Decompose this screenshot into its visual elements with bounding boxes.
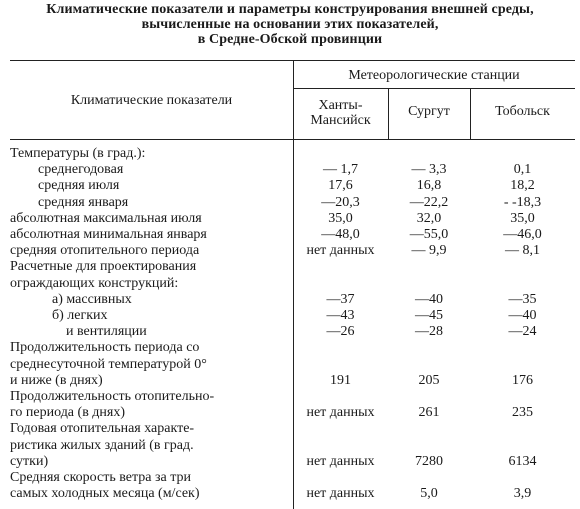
row-value-tobolsk: 235 bbox=[512, 405, 533, 421]
row-value-tobolsk: —46,0 bbox=[503, 227, 542, 242]
row-label: ристика жилых зданий (в град. bbox=[10, 437, 194, 453]
row-value-surgut: —28 bbox=[415, 324, 443, 340]
station-header-tobolsk: Тобольск bbox=[495, 104, 550, 119]
stations-group-header: Метеорологические станции bbox=[348, 68, 520, 83]
row-value-surgut: 16,8 bbox=[416, 178, 442, 194]
row-value-khanty-mansiysk: —48,0 bbox=[321, 227, 360, 242]
row-value-surgut: — 3,3 bbox=[411, 162, 447, 178]
title-line-1: Климатические показатели и параметры конструирования внешней среды, bbox=[46, 2, 534, 17]
row-label: абсолютная минимальная января bbox=[10, 227, 207, 242]
row-value-tobolsk: 18,2 bbox=[510, 178, 535, 194]
row-value-surgut: —55,0 bbox=[409, 227, 449, 242]
row-value-khanty-mansiysk: 17,6 bbox=[328, 178, 353, 194]
row-label: б) легких bbox=[52, 308, 108, 323]
row-label: средняя отопительного периода bbox=[10, 243, 200, 259]
row-label: и ниже (в днях) bbox=[10, 372, 103, 388]
row-label: ограждающих конструкций: bbox=[10, 275, 179, 291]
row-value-khanty-mansiysk: —37 bbox=[326, 291, 355, 307]
row-value-surgut: 32,0 bbox=[416, 210, 442, 226]
row-label: средняя июля bbox=[38, 178, 120, 194]
row-value-tobolsk: 176 bbox=[512, 372, 533, 388]
row-label: среднегодовая bbox=[38, 162, 124, 178]
row-label: самых холодных месяца (м/сек) bbox=[10, 486, 200, 502]
row-value-tobolsk: 6134 bbox=[508, 453, 537, 469]
table-title bbox=[0, 2, 580, 47]
row-label: средняя января bbox=[38, 194, 129, 210]
row-value-surgut: —45 bbox=[415, 308, 443, 323]
row-value-tobolsk: 0,1 bbox=[513, 162, 532, 178]
row-value-surgut: — 9,9 bbox=[411, 243, 447, 259]
row-label: и вентиляции bbox=[66, 324, 147, 340]
row-value-khanty-mansiysk: — 1,7 bbox=[323, 162, 358, 178]
row-label: Средняя скорость ветра за три bbox=[10, 470, 192, 485]
row-label: Продолжительность периода со bbox=[10, 340, 200, 356]
row-value-tobolsk: — 8,1 bbox=[505, 243, 540, 259]
row-label: Температуры (в град.): bbox=[10, 146, 146, 161]
row-label: среднесуточной температурой 0° bbox=[10, 356, 207, 372]
row-value-tobolsk: —40 bbox=[508, 308, 537, 323]
row-value-surgut: 7280 bbox=[415, 453, 443, 469]
title-line-3: в Средне-Обской провинции bbox=[197, 32, 383, 47]
row-value-khanty-mansiysk: нет данных bbox=[306, 486, 375, 502]
row-value-khanty-mansiysk: нет данных bbox=[306, 453, 375, 469]
row-value-khanty-mansiysk: —20,3 bbox=[321, 194, 360, 210]
indicator-column-header: Климатические показатели bbox=[70, 93, 233, 108]
row-value-surgut: —40 bbox=[415, 291, 443, 307]
row-value-khanty-mansiysk: 191 bbox=[330, 372, 351, 388]
row-value-khanty-mansiysk: нет данных bbox=[306, 405, 375, 421]
row-value-tobolsk: —24 bbox=[508, 324, 537, 340]
row-label: а) массивных bbox=[52, 291, 132, 307]
row-label: Продолжительность отопительно- bbox=[10, 389, 215, 404]
row-value-tobolsk: - -18,3 bbox=[503, 194, 542, 210]
row-label: го периода (в днях) bbox=[10, 405, 126, 421]
row-value-surgut: 261 bbox=[418, 405, 440, 421]
row-label: абсолютная максимальная июля bbox=[10, 210, 202, 226]
row-value-surgut: 205 bbox=[418, 372, 440, 388]
row-value-tobolsk: 3,9 bbox=[513, 486, 532, 502]
row-value-khanty-mansiysk: 35,0 bbox=[328, 210, 353, 226]
row-value-surgut: 5,0 bbox=[420, 486, 438, 502]
row-label: Расчетные для проектирования bbox=[10, 259, 197, 275]
title-line-2: вычисленные на основании этих показателей, bbox=[141, 17, 439, 32]
row-value-khanty-mansiysk: —43 bbox=[326, 308, 355, 323]
row-value-tobolsk: 35,0 bbox=[510, 210, 535, 226]
stations-group-rule bbox=[293, 88, 575, 89]
station-header-surgut: Сургут bbox=[408, 104, 450, 119]
row-value-surgut: —22,2 bbox=[409, 194, 449, 210]
station-header-khanty-mansiysk: Ханты- Мансийск bbox=[310, 98, 371, 128]
row-label: сутки) bbox=[10, 453, 49, 469]
row-value-tobolsk: —35 bbox=[508, 291, 537, 307]
row-label: Годовая отопительная характе- bbox=[10, 421, 195, 437]
row-value-khanty-mansiysk: нет данных bbox=[306, 243, 375, 259]
row-value-khanty-mansiysk: —26 bbox=[326, 324, 355, 340]
